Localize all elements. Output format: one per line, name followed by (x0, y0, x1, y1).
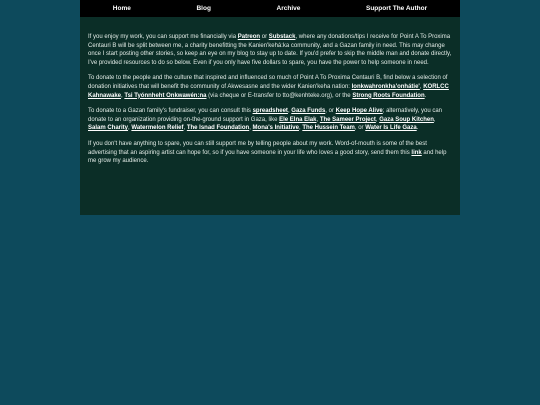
text: . (416, 125, 419, 132)
paragraph-gaza (88, 107, 452, 133)
text: . (424, 92, 427, 99)
text: , (249, 125, 253, 132)
text: , (121, 92, 125, 99)
text: , (419, 83, 424, 90)
paragraph-akwesasne (88, 74, 452, 100)
hussein-team-link[interactable]: The Hussein Team (302, 125, 355, 132)
watermelon-relief-link[interactable]: Watermelon Relief (131, 125, 184, 132)
text: If you enjoy my work, you can support me financially via (88, 34, 238, 40)
patreon-link[interactable]: Patreon (237, 34, 261, 40)
text: , (433, 116, 436, 123)
paragraph-word-of-mouth (88, 140, 452, 166)
substack-link[interactable]: Substack (268, 34, 296, 40)
keep-hope-alive-link[interactable]: Keep Hope Alive (335, 108, 383, 115)
content-panel (80, 17, 460, 215)
text: , where any donations/tips I receive for Point A To Proxima Centauri B will be split between me, a charity benefitting the Kanien'kehá:ka community, and a Gazan family in need. This may change once I start posting other stories, so keep an eye on my blog to stay up to date. If you'd prefer to skip the middle man and donate directly, I've provided resources to do so below. Even if you only have five dollars to spare, you have the power to help someone in need. (88, 34, 452, 66)
text: , (287, 108, 292, 115)
gaza-funds-link[interactable]: Gaza Funds (291, 108, 326, 115)
text: , (183, 125, 187, 132)
sameer-project-link[interactable]: The Sameer Project (319, 116, 376, 123)
nav-home[interactable]: Home (112, 5, 131, 12)
monas-initiative-link[interactable]: Mona's Initiative (252, 125, 299, 132)
text: , or (325, 108, 336, 115)
top-nav (80, 0, 460, 17)
text: (via cheque or E-transfer to tto@kenhteke.org), or the (206, 92, 353, 99)
text: , (298, 125, 303, 132)
text: , or (354, 125, 366, 132)
text: If you don't have anything to spare, you can still support me by telling people about my work. Word-of-mouth is some of the best advertising that an aspiring artist can hope for, so if you have someone in your life who loves a good story, send them this (88, 140, 427, 156)
tsi-tyonnheht-link[interactable]: Tsi Tyónnheht Onkwawén:na (124, 92, 207, 99)
nav-support[interactable]: Support The Author (366, 5, 428, 12)
water-is-life-link[interactable]: Water Is Life Gaza (365, 125, 417, 132)
nav-archive[interactable]: Archive (276, 5, 301, 12)
text: and help me grow my audience. (88, 149, 447, 165)
text: , (316, 116, 320, 123)
ele-elna-elak-link[interactable]: Ele Elna Elak (279, 116, 317, 123)
ionkwahronkha-link[interactable]: Ionkwahronkha'onhátie' (351, 83, 420, 90)
gaza-soup-kitchen-link[interactable]: Gaza Soup Kitchen (379, 116, 434, 123)
text: , (128, 125, 132, 132)
text: To donate to a Gazan family's fundraiser, you can consult this (88, 108, 253, 115)
korlcc-link[interactable]: KORLCC Kahnawake (88, 83, 449, 99)
text: ; alternatively, you can donate to an organization providing on-the-ground support in Gaza, like (88, 108, 443, 123)
isnad-foundation-link[interactable]: The Isnad Foundation (186, 125, 250, 132)
text: , (375, 116, 380, 123)
salam-charity-link[interactable]: Salam Charity (88, 125, 129, 132)
text: or (260, 34, 269, 40)
spreadsheet-link[interactable]: spreadsheet (252, 108, 288, 115)
nav-blog[interactable]: Blog (196, 5, 211, 12)
paragraph-support (88, 33, 452, 67)
strong-roots-link[interactable]: Strong Roots Foundation (352, 92, 425, 99)
text: To donate to the people and the culture that inspired and influenced so much of Point A To Proxima Centauri B, find below a selection of donation initiatives that will benefit the community of Akwesasne and the wider Kanien'keha nation: (88, 75, 448, 90)
share-link[interactable]: link (411, 149, 422, 156)
